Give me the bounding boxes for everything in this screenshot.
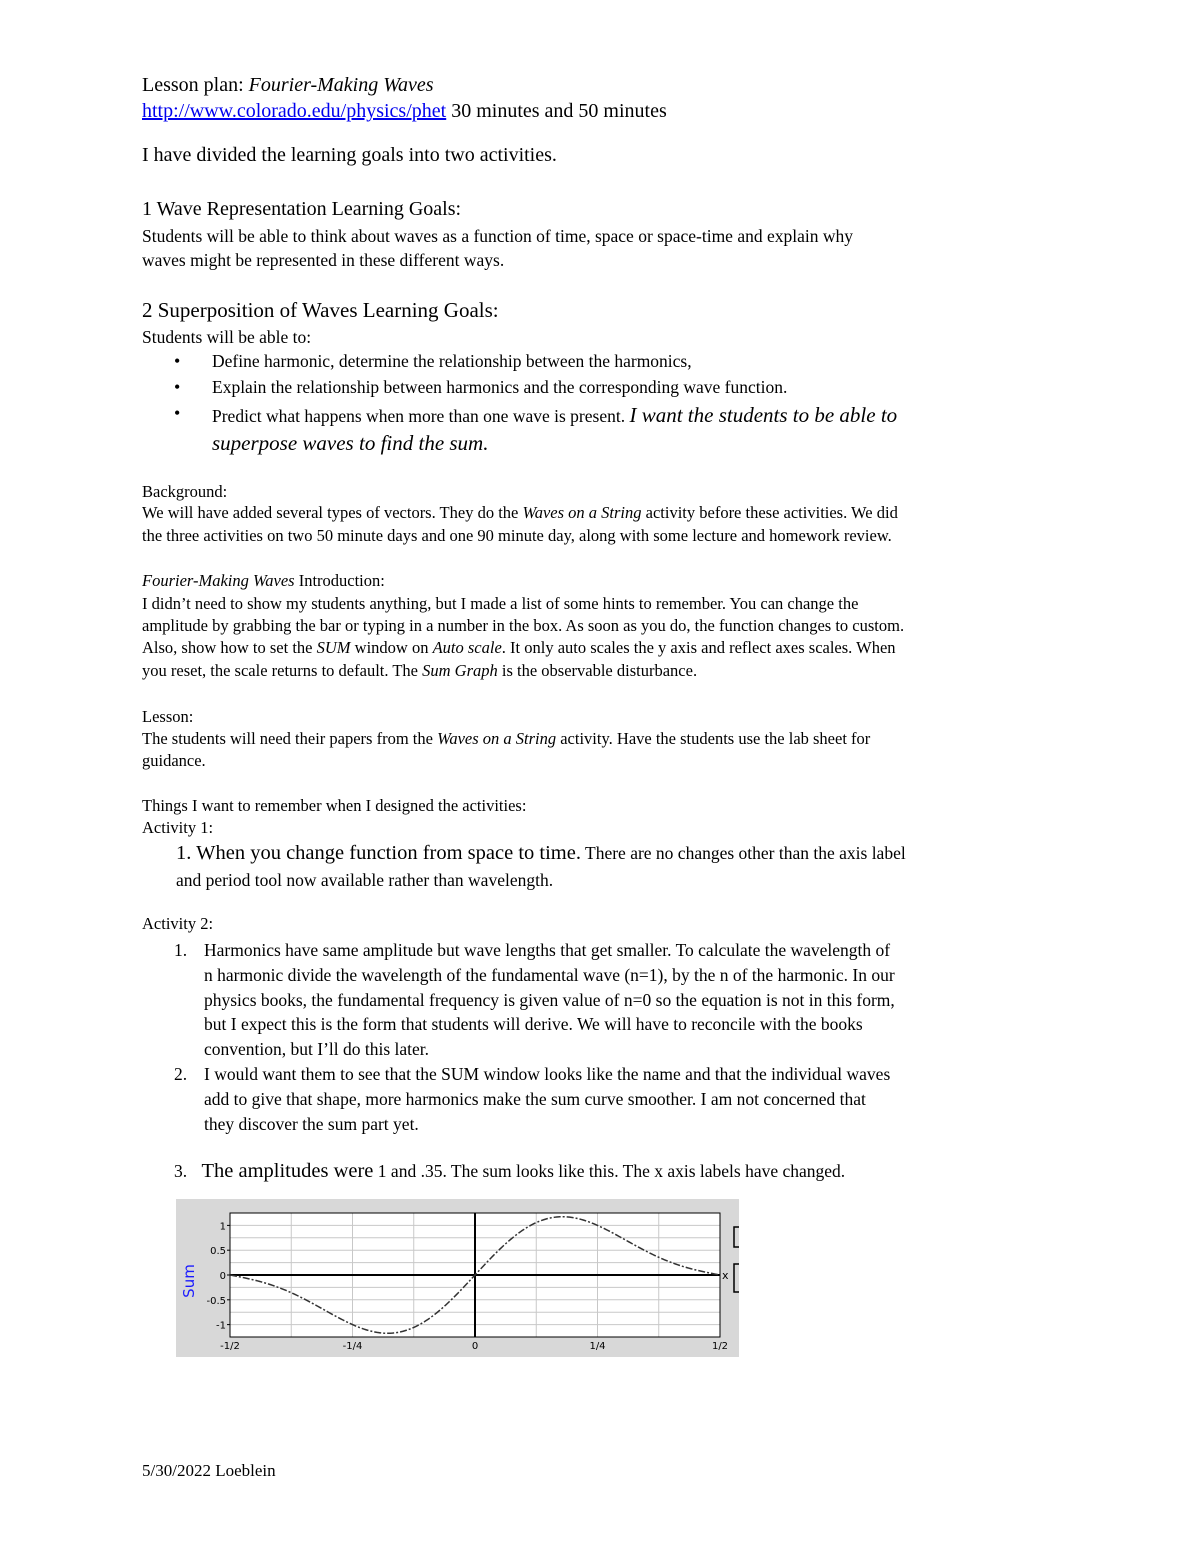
lesson-line1: [142, 729, 870, 749]
handle-bracket: [734, 1264, 739, 1292]
fourier-intro-heading: [142, 571, 385, 591]
item-number: 3.: [174, 1161, 188, 1181]
x-tick-label: 1/2: [711, 1341, 729, 1352]
item-line: convention, but I’ll do this later.: [204, 1039, 430, 1060]
lesson-title: [142, 74, 434, 97]
goal2-list: [142, 351, 1082, 458]
fourier-text: Also, show how to set the: [142, 638, 317, 657]
goal2-item3-italic2: superpose waves to find the sum.: [212, 431, 489, 455]
activity1-item-big: 1. When you change function from space to time.: [176, 842, 581, 864]
link-line: [142, 100, 667, 123]
activity2-item-3: [174, 1160, 845, 1183]
fourier-title-italic: Fourier-Making Waves: [142, 571, 295, 590]
activity1-item-rest: There are no changes other than the axis label: [580, 843, 906, 863]
remember-heading: Things I want to remember when I designed the activities:: [142, 796, 527, 815]
activity2-item-1: [142, 938, 895, 1062]
sum-graph-panel: [176, 1199, 739, 1357]
activity1-heading: Activity 1:: [142, 818, 214, 837]
activity2-list: [142, 938, 895, 1136]
fourier-text: you reset, the scale returns to default. The: [142, 661, 423, 680]
y-axis-label: Sum: [180, 1264, 198, 1298]
item-line: Harmonics have same amplitude but wave lengths that get smaller. To calculate the wavelength of: [204, 940, 891, 960]
footer: 5/30/2022 Loeblein: [142, 1461, 276, 1480]
item-number: 1.: [174, 940, 188, 960]
item-line: they discover the sum part yet.: [204, 1113, 419, 1134]
sum-ref: SUM: [316, 638, 351, 657]
fourier-text: is the observable disturbance.: [497, 661, 698, 680]
y-tick-label: 0: [219, 1271, 226, 1282]
goal2-item: • Define harmonic, determine the relationship between the harmonics,: [142, 351, 1082, 377]
fourier-intro-line3: [142, 638, 896, 658]
activity1-item-line2: and period tool now available rather than wavelength.: [176, 870, 554, 890]
duration-text: 30 minutes and 50 minutes: [446, 100, 667, 122]
background-text: activity before these activities. We did: [641, 503, 898, 522]
x-tick-label: -1/4: [342, 1341, 363, 1352]
item3-big: The amplitudes were: [201, 1160, 374, 1182]
goal2-heading: 2 Superposition of Waves Learning Goals:: [142, 298, 499, 322]
sum-chart: [176, 1199, 739, 1357]
goal2-item3-italic1: I want the students to be able to: [629, 403, 898, 427]
activity2-item-2: [142, 1062, 895, 1136]
activity2-heading: Activity 2:: [142, 914, 214, 933]
item-line: I would want them to see that the SUM window looks like the name and that the individual waves: [204, 1063, 891, 1084]
phet-link[interactable]: http://www.colorado.edu/physics/phet: [142, 100, 447, 122]
background-text: We will have added several types of vectors. They do the: [142, 503, 523, 522]
x-tick-label: 1/4: [589, 1341, 606, 1352]
lesson-heading: Lesson:: [142, 707, 194, 726]
fourier-heading-rest: Introduction:: [294, 571, 385, 590]
activity1-item: [176, 842, 906, 865]
background-heading: Background:: [142, 482, 228, 501]
auto-scale-ref: Auto scale: [432, 638, 502, 657]
fourier-intro-line4: [142, 661, 697, 681]
item-line: add to give that shape, more harmonics make the sum curve smoother. I am not concerned that: [204, 1088, 866, 1109]
goal2-item: • Explain the relationship between harmonics and the corresponding wave function.: [142, 377, 1082, 403]
fourier-text: window on: [350, 638, 433, 657]
intro-text: I have divided the learning goals into two activities.: [142, 144, 557, 166]
item-number: 2.: [174, 1063, 188, 1084]
fourier-intro-line2: amplitude by grabbing the bar or typing in a number in the box. As soon as you do, the function changes to custom.: [142, 616, 905, 635]
goal2-lead: Students will be able to:: [142, 327, 312, 347]
lesson-line2: guidance.: [142, 751, 206, 770]
item-line: physics books, the fundamental frequency is given value of n=0 so the equation is not in this form,: [204, 989, 895, 1010]
lesson-text: activity. Have the students use the lab sheet for: [556, 729, 871, 748]
background-line2: the three activities on two 50 minute days and one 90 minute day, along with some lecture and homework review.: [142, 526, 892, 545]
y-tick-label: -1: [216, 1320, 226, 1332]
goal1-body-line2: waves might be represented in these different ways.: [142, 250, 505, 270]
handle-bracket: [734, 1227, 739, 1247]
x-tick-label: -1/2: [220, 1341, 240, 1352]
lesson-text: The students will need their papers from the: [142, 729, 438, 748]
item-line: but I expect this is the form that students will derive. We will have to reconcile with the books: [204, 1014, 863, 1035]
title-prefix: Lesson plan:: [142, 74, 249, 96]
goal1-body-line1: Students will be able to think about waves as a function of time, space or space-time and explain why: [142, 226, 853, 246]
sum-graph-ref: Sum Graph: [422, 661, 498, 680]
x-axis-label: x: [722, 1269, 729, 1282]
fourier-text: . It only auto scales the y axis and reflect axes scales. When: [501, 638, 896, 657]
background-line1: [142, 503, 898, 523]
waves-on-string-ref: Waves on a String: [522, 503, 642, 522]
goal1-heading: 1 Wave Representation Learning Goals:: [142, 198, 462, 220]
item3-rest: 1 and .35. The sum looks like this. The x axis labels have changed.: [373, 1161, 846, 1181]
fourier-intro-line1: I didn’t need to show my students anything, but I made a list of some hints to remember. You can change the: [142, 594, 859, 613]
y-tick-label: 0.5: [210, 1246, 226, 1258]
goal2-item3-plain: Predict what happens when more than one wave is present.: [212, 406, 630, 426]
y-tick-label: -0.5: [206, 1295, 226, 1307]
y-tick-label: 1: [219, 1221, 226, 1233]
item-line: n harmonic divide the wavelength of the fundamental wave (n=1), by the n of the harmonic. In our: [204, 964, 895, 985]
title-italic: Fourier-Making Waves: [248, 74, 434, 96]
waves-on-string-ref: Waves on a String: [437, 729, 557, 748]
x-tick-label: 0: [471, 1341, 479, 1352]
goal2-item-3: [142, 403, 1082, 458]
